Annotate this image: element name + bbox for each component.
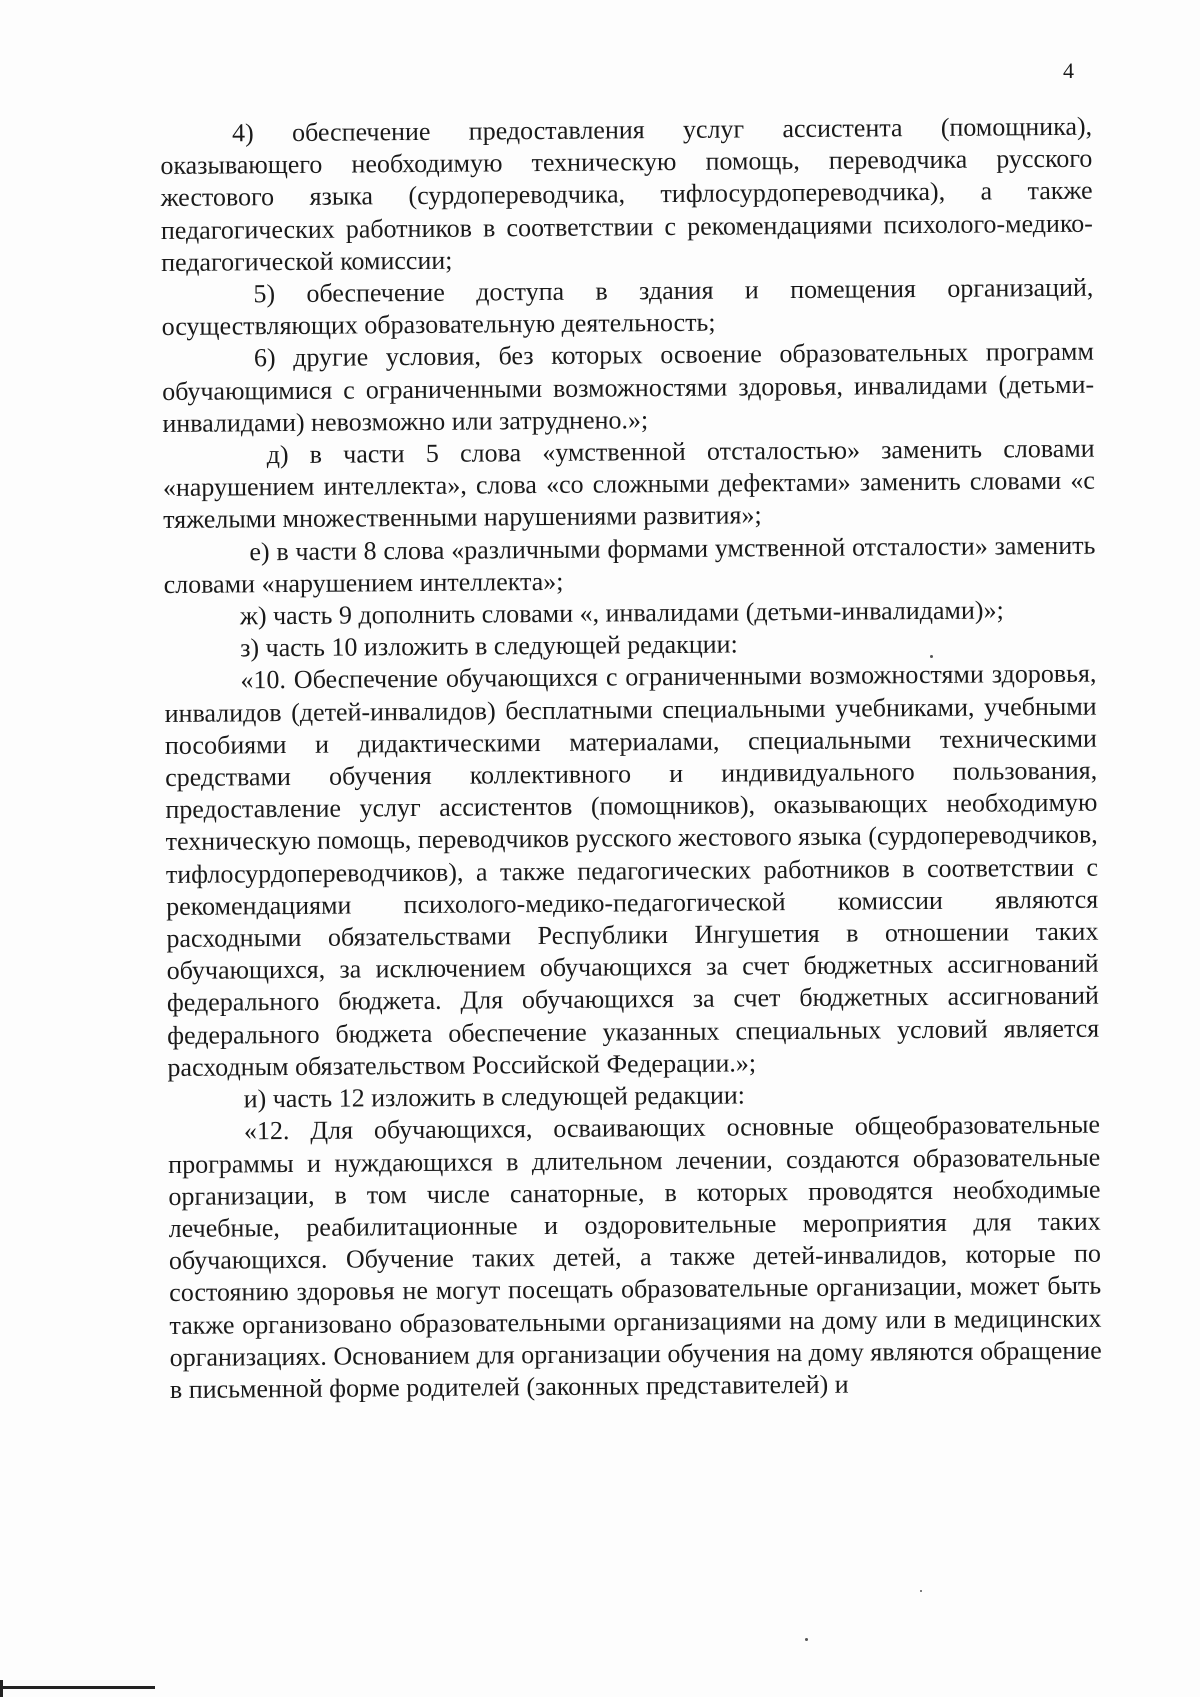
body-text bbox=[160, 111, 1102, 1406]
paragraph-part-12: «12. Для обучающихся, осваивающих основные общеобразовательные программы и нуждающихся в длительном лечении, создаются образовательные организации, в том числе санаторные, в которых проводятся необходимые лечебные, реабилитационные и оздоровительные мероприятия для таких обучающихся. Обучение таких детей, а также детей-инвалидов, которые по состоянию здоровья не могут посещать образовательные организации, может быть также организовано образовательными организациями на дому или в медицинских организациях. Основанием для организации обучения на дому являются обращение в письменной форме родителей (законных представителей) и bbox=[168, 1109, 1102, 1404]
paragraph-item-6: 6) другие условия, без которых освоение образовательных программ обучающимися с ограниченными возможностями здоровья, инвалидами (детьми-инвалидами) невозможно или затруднено.»; bbox=[162, 337, 1095, 438]
scan-speck bbox=[805, 1638, 808, 1641]
scan-speck bbox=[920, 1590, 922, 1592]
page-number: 4 bbox=[1063, 58, 1074, 83]
paragraph-item-zh: ж) часть 9 дополнить словами «, инвалидами (детьми-инвалидами)»; bbox=[239, 595, 1004, 631]
paragraph-item-z: з) часть 10 изложить в следующей редакции: bbox=[240, 629, 738, 663]
scan-edge-line bbox=[0, 1686, 155, 1689]
paragraph-item-4: 4) обеспечение предоставления услуг ассистента (помощника), оказывающего необходимую техническую помощь, переводчика русского жестового языка (сурдопереводчика, тифлосурдопереводчика), а также педагогических работников в соответствии с рекомендациями психолого-медико-педагогической комиссии; bbox=[160, 111, 1093, 277]
paragraph-item-e: е) в части 8 слова «различными формами умственной отсталости» заменить словами «нарушением интеллекта»; bbox=[163, 530, 1096, 599]
scan-speck bbox=[930, 655, 933, 658]
paragraph-item-i: и) часть 12 изложить в следующей редакции: bbox=[243, 1080, 746, 1114]
paragraph-part-10: «10. Обеспечение обучающихся с ограниченными возможностями здоровья, инвалидов (детей-инвалидов) бесплатными специальными учебниками, учебными пособиями и дидактическими материалами, специальными техническими средствами обучения коллективного и индивидуального пользования, предоставление услуг ассистентов (помощников), оказывающих необходимую техническую помощь, переводчиков русского жестового языка (сурдопереводчиков, тифлосурдопереводчиков), а также педагогических работников в соответствии с рекомендациями психолого-медико-педагогической комиссии являются расходными обязательствами Республики Ингушетия в отношении таких обучающихся, за исключением обучающихся за счет бюджетных ассигнований федерального бюджета. Для обучающихся за счет бюджетных ассигнований федерального бюджета обеспечение указанных специальных условий является расходным обязательством Российской Федерации.»; bbox=[164, 659, 1100, 1082]
paragraph-item-5: 5) обеспечение доступа в здания и помещения организаций, осуществляющих образовательную деятельность; bbox=[161, 272, 1094, 342]
paragraph-item-d: д) в части 5 слова «умственной отсталостью» заменить словами «нарушением интеллекта», слова «со сложными дефектами» заменить словами «с тяжелыми множественными нарушениями развития»; bbox=[162, 433, 1095, 535]
